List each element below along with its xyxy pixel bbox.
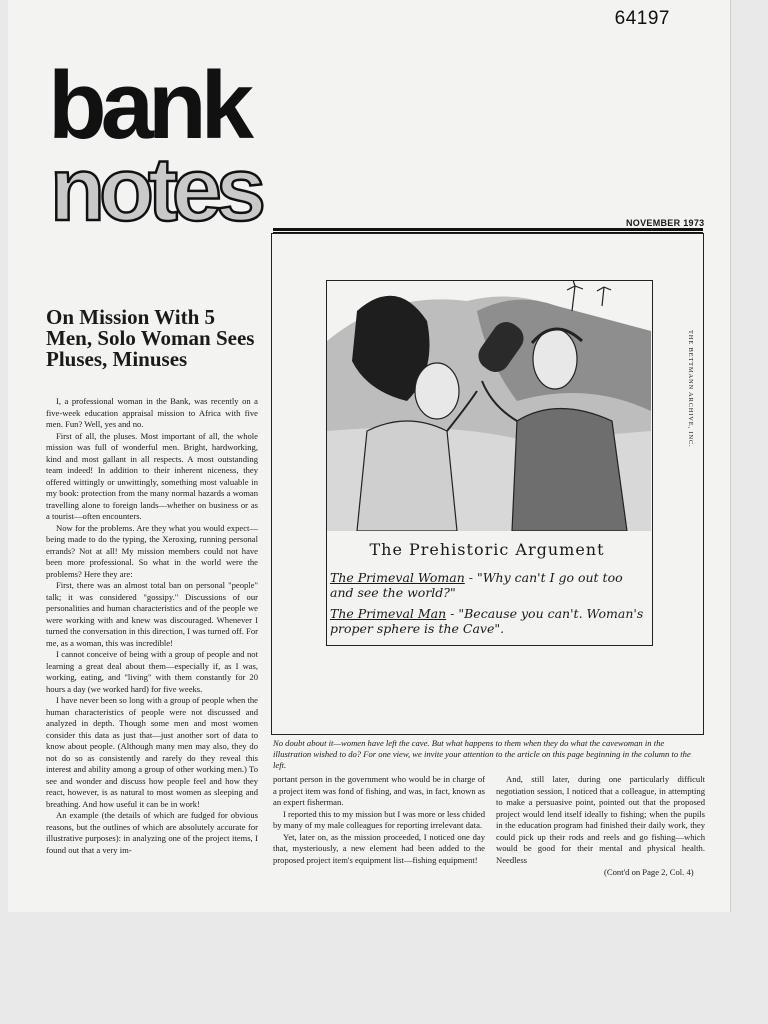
paragraph: I, a professional woman in the Bank, was recently on a five-week education appraisal mission to Africa with five men. Fun? Well, yes and no. <box>46 396 258 429</box>
paragraph: I reported this to my mission but I was more or less chided by many of my male colleagues for reporting irrelevant data. <box>273 808 485 830</box>
paragraph: First, there was an almost total ban on personal "people" talk; it was considered "gossipy." Discussions of our personalities and human characteristics and of the people we were working with and knew was discouraged. Whenever I turned the conversation in this direction, I was turned off. For me, as a woman, this was incredible! <box>46 580 258 648</box>
newsletter-page <box>8 0 730 912</box>
illustration-line-woman <box>330 570 650 600</box>
header-rule <box>273 228 703 231</box>
paragraph: Now for the problems. Are they what you would expect—being made to do the typing, the Xeroxing, running personal errands? Not at all! My mission members could not have been more professional. So what in the world were the problems? Here they are: <box>46 522 258 579</box>
woman-quote: - "Why can't I go out too and see the world?" <box>330 570 623 600</box>
illustration-title: The Prehistoric Argument <box>369 540 605 559</box>
paragraph: Yet, later on, as the mission proceeded, I noticed one day that, mysteriously, a new element had been added to the proposed project item's equipment list—fishing equipment! <box>273 831 485 865</box>
masthead-line2: notes <box>50 140 261 228</box>
paragraph: I have never been so long with a group of people when the human characteristics of people were not discussed and analyzed in depth. Though some men and most women consider this data as just that—just another sort of data to know about people. (Although many men may also, they do not do so as consistently and rarely do they reveal this interest and ability among a group of other working men.) To see and wonder and discuss how people feel and how they react, however, is as natural to most women as sleeping and breathing. And how useful it can be in work! <box>46 695 258 809</box>
bleed-through-text <box>338 40 698 220</box>
article-middle-column <box>273 774 485 866</box>
illustration-caption: No doubt about it—women have left the cave. But what happens to them when they do what the cavewoman in the illustration wished to do? For one view, we invite your attention to the article on this page beginning in the column to the left. <box>273 738 691 770</box>
document-number: 64197 <box>614 8 670 29</box>
paragraph: I cannot conceive of being with a group of people and not learning a great deal about them—especially if, as I was, working, eating, and "living" with them constantly for 20 hours a day (we worked hard) for five weeks. <box>46 649 258 694</box>
paragraph: An example (the details of which are fudged for obvious reasons, but the outlines of which are absolutely accurate for illustrative purposes): in analyzing one of the project items, I found out that a very im- <box>46 810 258 855</box>
paragraph: First of all, the pluses. Most important of all, the whole mission was full of wonderful men. Bright, hardworking, kind and most gallant in all respects. A most outstanding team indeed! In addition to their inherent niceness, they offered wittingly or unwittingly, something most valuable in my book: protection from the many normal hazards a woman travelling alone to foreign lands—whether on business or as a tourist—often encounters. <box>46 430 258 521</box>
masthead-line1: bank <box>48 58 249 159</box>
man-speaker-label: The Primeval Man <box>330 606 447 621</box>
bank-notes-logo <box>48 58 338 228</box>
article-headline: On Mission With 5 Men, Solo Woman Sees Pluses, Minuses <box>46 305 255 371</box>
illustration-line-man <box>330 606 650 636</box>
continued-notice: (Cont'd on Page 2, Col. 4) <box>604 867 694 877</box>
paragraph: portant person in the government who would be in charge of a project item was fond of fishing, and was, in fact, known as an expert fisherman. <box>273 774 485 807</box>
man-quote: - "Because you can't. Woman's proper sphere is the Cave". <box>330 606 644 636</box>
article-left-column <box>46 396 258 856</box>
woman-speaker-label: The Primeval Woman <box>330 570 465 585</box>
article-right-column <box>496 774 705 866</box>
cave-scene-drawing <box>327 281 651 531</box>
issue-date: NOVEMBER 1973 <box>626 218 705 228</box>
illustration-credit: THE BETTMANN ARCHIVE, INC. <box>687 330 694 448</box>
paragraph: And, still later, during one particularly difficult negotiation session, I noticed that a colleague, in attempting to make a persuasive point, pointed out that the proposed project would lend itself ideally to fishing; when the pupils in the education program had finished their daily work, they could pick up their rods and reels and go fishing—which would be good for their mental and physical health. Needless <box>496 774 705 865</box>
